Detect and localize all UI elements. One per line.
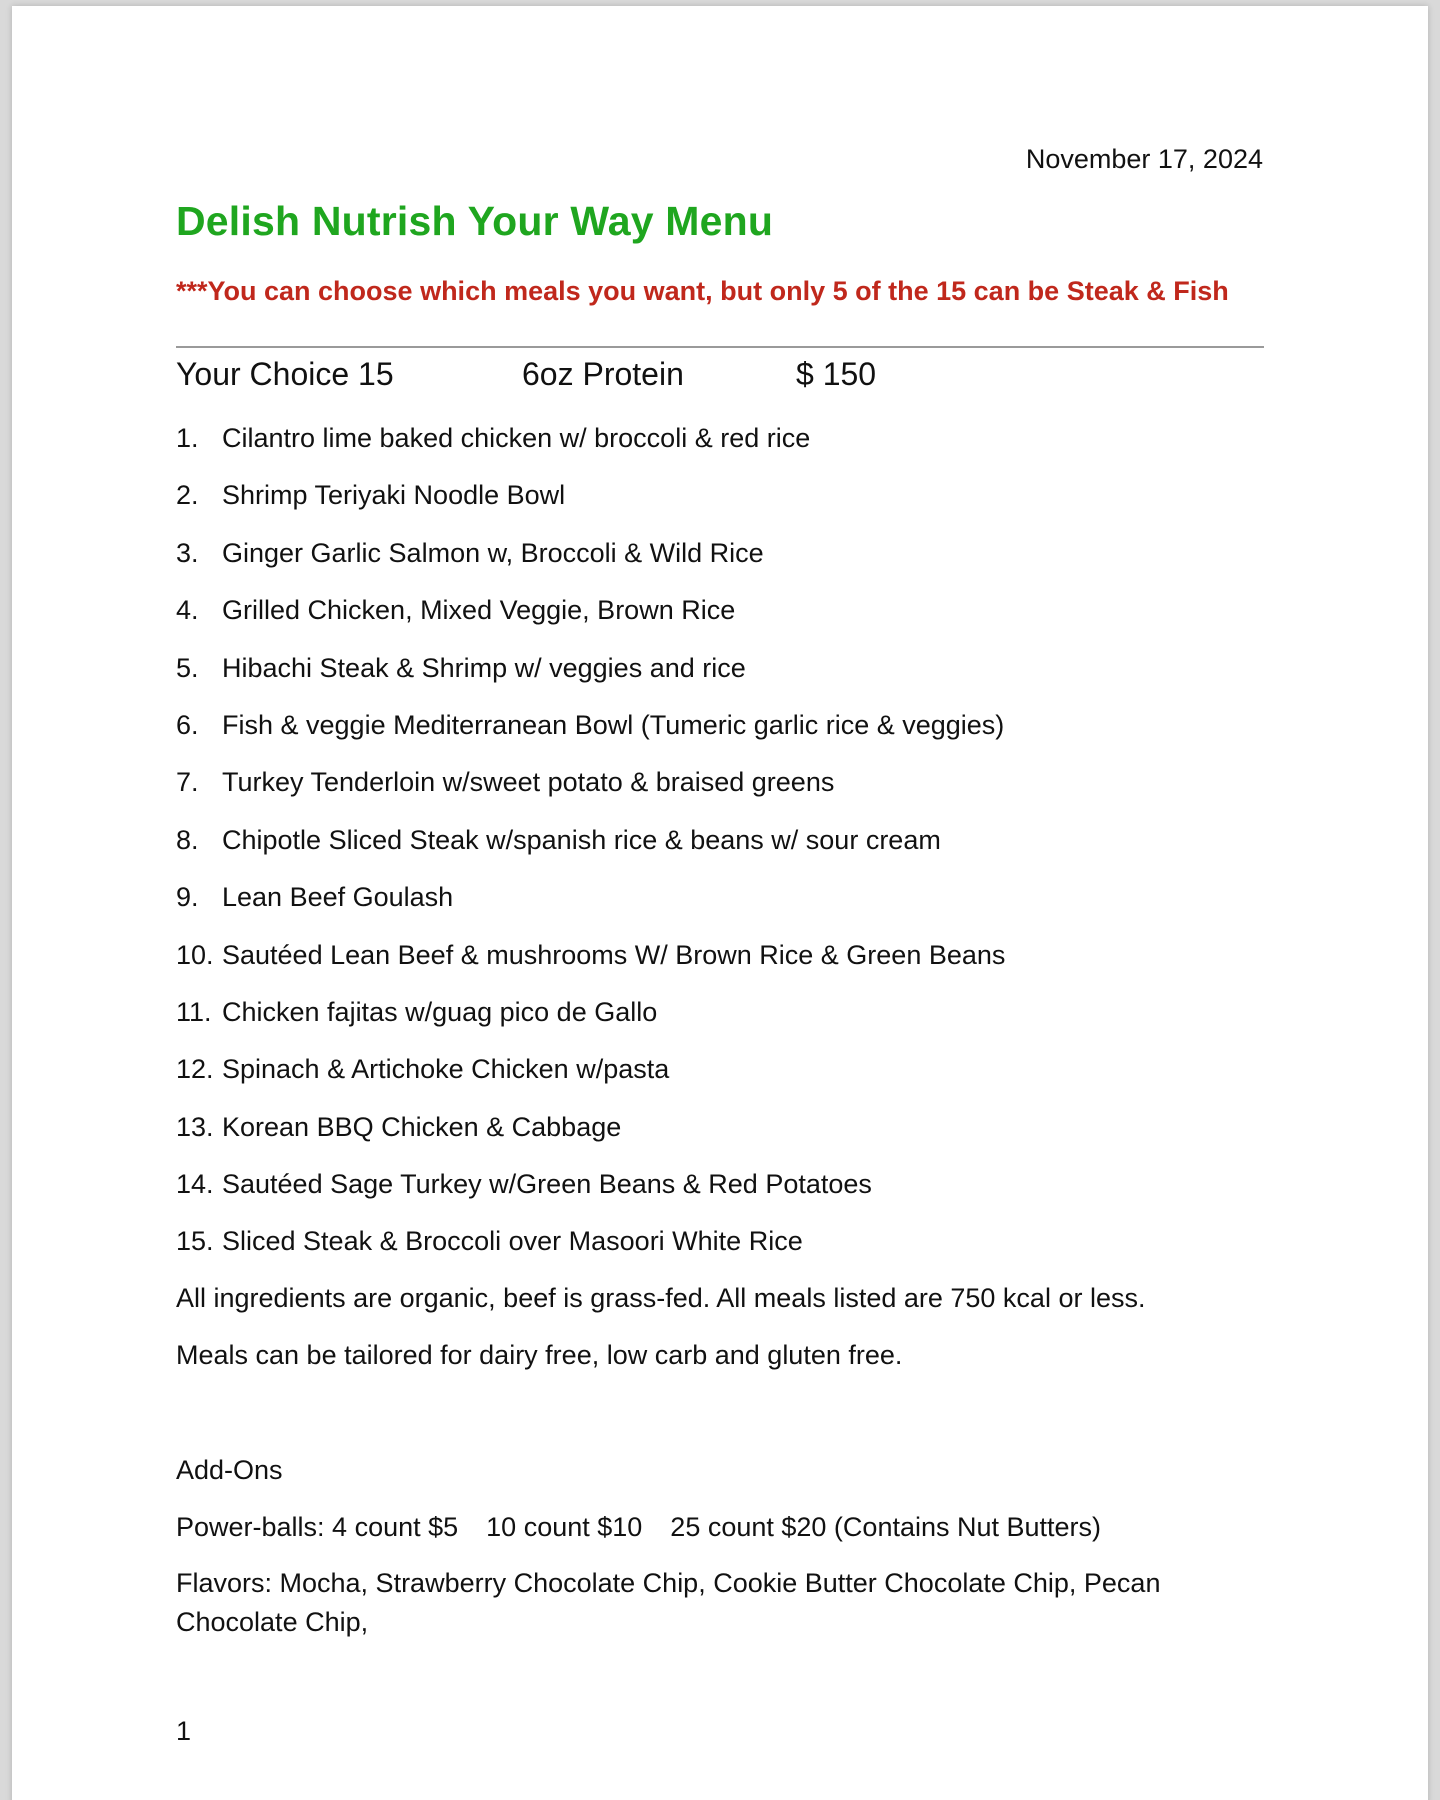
selection-notice: ***You can choose which meals you want, but only 5 of the 15 can be Steak & Fish: [176, 276, 1229, 306]
item-text: Grilled Chicken, Mixed Veggie, Brown Rice: [222, 595, 736, 626]
powerballs-25-count: 25 count $20 (Contains Nut Butters): [670, 1512, 1102, 1542]
powerballs-10-count: 10 count $10: [486, 1512, 643, 1542]
list-item: [176, 705, 1005, 762]
powerballs-flavors: Flavors: Mocha, Strawberry Chocolate Chip, Cookie Butter Chocolate Chip, Pecan Chocolate Chip,: [176, 1568, 1161, 1637]
item-text: Cilantro lime baked chicken w/ broccoli & red rice: [222, 423, 811, 453]
list-item: [176, 475, 1005, 532]
addons-heading: Add-Ons: [176, 1455, 283, 1485]
item-text: Sautéed Lean Beef & mushrooms W/ Brown Rice & Green Beans: [222, 939, 1006, 970]
pricing-protein: 6oz Protein: [522, 356, 684, 392]
item-number: 3.: [176, 537, 199, 568]
item-text: Chipotle Sliced Steak w/spanish rice & beans w/ sour cream: [222, 824, 941, 855]
addons-section: [176, 1450, 1236, 1642]
item-number: 2.: [176, 480, 199, 511]
item-number: 11.: [176, 996, 212, 1027]
list-item: [176, 418, 1005, 475]
list-item: [176, 1107, 1005, 1164]
item-text: Lean Beef Goulash: [222, 882, 454, 913]
list-item: [176, 935, 1005, 992]
item-number: 6.: [176, 709, 199, 740]
document-page: [12, 6, 1428, 1800]
item-number: 9.: [176, 882, 199, 913]
item-text: Ginger Garlic Salmon w, Broccoli & Wild Rice: [222, 537, 764, 568]
item-text: Fish & veggie Mediterranean Bowl (Tumeric garlic rice & veggies): [222, 709, 1005, 740]
item-text: Sautéed Sage Turkey w/Green Beans & Red Potatoes: [222, 1169, 872, 1200]
document-date: November 17, 2024: [1025, 144, 1263, 174]
menu-title: Delish Nutrish Your Way Menu: [176, 198, 774, 244]
item-number: 7.: [176, 767, 199, 798]
item-number: 13.: [176, 1111, 214, 1142]
tailored-note: Meals can be tailored for dairy free, low carb and gluten free.: [176, 1340, 903, 1370]
list-item: [176, 1164, 1005, 1221]
item-number: 8.: [176, 824, 199, 855]
menu-notes: [176, 1278, 1145, 1392]
menu-list: [176, 418, 1005, 1279]
item-text: Sliced Steak & Broccoli over Masoori White Rice: [222, 1226, 803, 1257]
list-item: [176, 1049, 1005, 1106]
list-item: [176, 648, 1005, 705]
item-text: Shrimp Teriyaki Noodle Bowl: [222, 480, 566, 511]
list-item: [176, 762, 1005, 819]
powerballs-4-count: Power-balls: 4 count $5: [176, 1512, 459, 1542]
pricing-price: $ 150: [796, 356, 877, 392]
item-text: Spinach & Artichoke Chicken w/pasta: [222, 1054, 670, 1085]
item-text: Turkey Tenderloin w/sweet potato & braised greens: [222, 767, 835, 798]
item-number: 4.: [176, 595, 199, 626]
item-number: 12.: [176, 1054, 214, 1085]
item-text: Korean BBQ Chicken & Cabbage: [222, 1111, 622, 1142]
header-divider: [176, 346, 1264, 348]
list-item: [176, 820, 1005, 877]
item-number: 10.: [176, 939, 214, 970]
item-text: Hibachi Steak & Shrimp w/ veggies and rice: [222, 652, 746, 683]
list-item: [176, 533, 1005, 590]
item-text: Chicken fajitas w/guag pico de Gallo: [222, 996, 658, 1027]
list-item: [176, 1221, 1005, 1278]
list-item: [176, 590, 1005, 647]
item-number: 5.: [176, 652, 199, 683]
item-number: 1.: [176, 423, 199, 453]
list-item: [176, 992, 1005, 1049]
organic-note: All ingredients are organic, beef is grass-fed. All meals listed are 750 kcal or less.: [176, 1283, 1146, 1313]
page-number: 1: [176, 1716, 192, 1746]
item-number: 14.: [176, 1169, 214, 1200]
powerballs-pricing: [176, 1507, 1236, 1564]
list-item: [176, 877, 1005, 934]
item-number: 15.: [176, 1226, 214, 1257]
pricing-label: Your Choice 15: [176, 356, 394, 392]
